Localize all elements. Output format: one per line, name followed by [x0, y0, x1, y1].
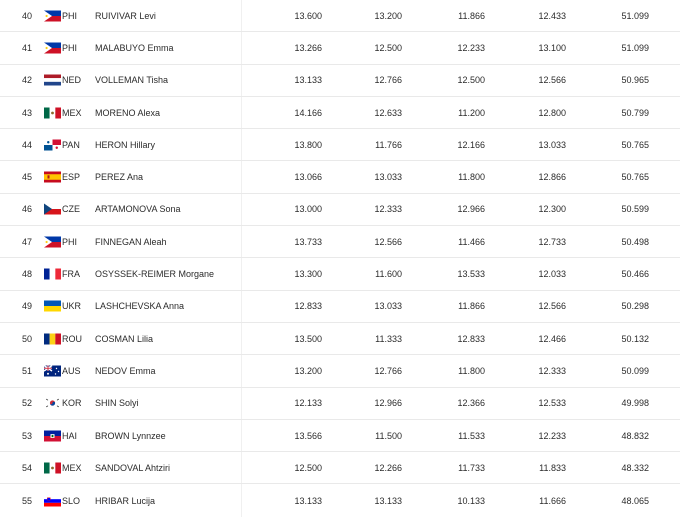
- fra-flag-icon: [44, 269, 61, 280]
- athlete-name: COSMAN Lilia: [95, 333, 154, 344]
- score-cell: 13.033: [374, 301, 402, 312]
- athlete-name: MORENO Alexa: [95, 107, 161, 118]
- total-score: 50.765: [621, 139, 649, 150]
- total-score: 50.498: [621, 236, 649, 247]
- athlete-name: OSYSSEK-REIMER Morgane: [95, 269, 215, 280]
- score-cell: 12.500: [457, 75, 485, 86]
- total-score: 50.132: [621, 333, 649, 344]
- score-cell: 13.566: [294, 430, 322, 441]
- table-row[interactable]: [0, 226, 680, 258]
- score-cell: 12.366: [457, 398, 485, 409]
- score-cell: 12.966: [457, 204, 485, 215]
- score-cell: 11.533: [458, 430, 485, 441]
- score-cell: 12.733: [538, 236, 566, 247]
- score-cell: 12.433: [538, 10, 566, 21]
- nation-code: KOR: [62, 398, 82, 409]
- pan-flag-icon: [44, 139, 61, 150]
- score-cell: 13.133: [294, 75, 322, 86]
- aus-flag-icon: [44, 365, 61, 376]
- score-cell: 12.133: [294, 398, 322, 409]
- table-row[interactable]: [0, 65, 680, 97]
- total-score: 51.099: [621, 10, 649, 21]
- score-cell: 12.233: [457, 42, 485, 53]
- score-cell: 13.066: [294, 172, 322, 183]
- score-cell: 12.333: [374, 204, 402, 215]
- total-score: 48.332: [621, 462, 649, 473]
- total-score: 49.998: [621, 398, 649, 409]
- athlete-name: NEDOV Emma: [95, 365, 156, 376]
- rank-cell: 53: [21, 430, 32, 441]
- total-score: 50.799: [621, 107, 649, 118]
- score-cell: 13.500: [294, 333, 322, 344]
- nation-code: UKR: [62, 301, 82, 312]
- phi-flag-icon: [44, 10, 61, 21]
- score-cell: 11.833: [539, 462, 566, 473]
- table-row[interactable]: [0, 355, 680, 387]
- score-cell: 13.733: [294, 236, 322, 247]
- nation-code: HAI: [62, 430, 78, 441]
- score-cell: 12.566: [374, 236, 402, 247]
- cze-flag-icon: [44, 204, 61, 215]
- phi-flag-icon: [44, 236, 61, 247]
- nation-code: NED: [62, 75, 82, 86]
- score-cell: 11.666: [539, 495, 566, 506]
- slo-flag-icon: [44, 495, 61, 506]
- score-cell: 12.766: [374, 365, 402, 376]
- nation-code: SLO: [62, 495, 81, 506]
- athlete-name: FINNEGAN Aleah: [95, 236, 167, 247]
- table-row[interactable]: [0, 484, 680, 516]
- score-cell: 13.533: [457, 269, 485, 280]
- total-score: 50.599: [621, 204, 649, 215]
- score-cell: 11.866: [458, 10, 485, 21]
- rank-cell: 49: [21, 301, 32, 312]
- score-cell: 12.266: [374, 462, 402, 473]
- table-row[interactable]: [0, 129, 680, 161]
- nation-code: ROU: [62, 333, 82, 344]
- rank-cell: 52: [21, 398, 32, 409]
- score-cell: 11.200: [458, 107, 485, 118]
- table-row[interactable]: [0, 452, 680, 484]
- total-score: 50.965: [621, 75, 649, 86]
- score-cell: 12.766: [374, 75, 402, 86]
- athlete-name: ARTAMONOVA Sona: [95, 204, 181, 215]
- score-cell: 12.300: [538, 204, 566, 215]
- rank-cell: 45: [21, 172, 32, 183]
- phi-flag-icon: [44, 42, 61, 53]
- mex-flag-icon: [44, 462, 61, 473]
- table-row[interactable]: [0, 323, 680, 355]
- score-cell: 13.266: [294, 42, 322, 53]
- total-score: 51.099: [621, 42, 649, 53]
- rank-cell: 55: [21, 495, 32, 506]
- score-cell: 12.500: [374, 42, 402, 53]
- score-cell: 11.466: [458, 236, 485, 247]
- total-score: 50.765: [621, 172, 649, 183]
- score-cell: 10.133: [457, 495, 485, 506]
- rank-cell: 41: [21, 42, 32, 53]
- score-cell: 12.333: [538, 365, 566, 376]
- table-row[interactable]: [0, 258, 680, 290]
- score-cell: 11.766: [375, 139, 402, 150]
- rank-cell: 51: [21, 365, 32, 376]
- score-cell: 12.533: [538, 398, 566, 409]
- score-cell: 13.133: [374, 495, 402, 506]
- athlete-name: SHIN Solyi: [95, 398, 139, 409]
- nation-code: FRA: [62, 269, 80, 280]
- score-cell: 12.466: [538, 333, 566, 344]
- score-cell: 13.800: [294, 139, 322, 150]
- rank-cell: 40: [21, 10, 32, 21]
- score-cell: 11.800: [458, 365, 485, 376]
- score-cell: 12.833: [457, 333, 485, 344]
- score-cell: 11.600: [375, 269, 402, 280]
- table-row[interactable]: [0, 0, 680, 32]
- score-cell: 12.500: [294, 462, 322, 473]
- score-cell: 11.333: [375, 333, 402, 344]
- athlete-name: BROWN Lynnzee: [95, 430, 166, 441]
- score-cell: 12.633: [374, 107, 402, 118]
- total-score: 50.298: [621, 301, 649, 312]
- rank-cell: 47: [21, 236, 32, 247]
- total-score: 50.466: [621, 269, 649, 280]
- nation-code: PHI: [62, 42, 78, 53]
- rank-cell: 54: [21, 462, 32, 473]
- table-row[interactable]: [0, 194, 680, 226]
- score-cell: 12.566: [538, 301, 566, 312]
- rank-cell: 42: [21, 75, 32, 86]
- score-cell: 12.233: [538, 430, 566, 441]
- total-score: 48.065: [621, 495, 649, 506]
- rank-cell: 48: [21, 269, 32, 280]
- table-row[interactable]: [0, 32, 680, 64]
- table-row[interactable]: [0, 97, 680, 129]
- athlete-name: MALABUYO Emma: [95, 42, 174, 53]
- score-cell: 12.033: [538, 269, 566, 280]
- score-cell: 12.866: [538, 172, 566, 183]
- score-cell: 11.733: [458, 462, 485, 473]
- score-cell: 13.133: [294, 495, 322, 506]
- table-row[interactable]: [0, 161, 680, 193]
- athlete-name: HERON Hillary: [95, 139, 156, 150]
- score-cell: 13.100: [538, 42, 566, 53]
- score-cell: 13.033: [538, 139, 566, 150]
- total-score: 50.099: [621, 365, 649, 376]
- nation-code: CZE: [62, 204, 80, 215]
- score-cell: 14.166: [294, 107, 322, 118]
- rank-cell: 44: [21, 139, 32, 150]
- athlete-name: PEREZ Ana: [95, 172, 144, 183]
- score-cell: 13.000: [294, 204, 322, 215]
- esp-flag-icon: [44, 172, 61, 183]
- total-score: 48.832: [621, 430, 649, 441]
- table-row[interactable]: [0, 291, 680, 323]
- score-cell: 12.833: [294, 301, 322, 312]
- athlete-name: RUIVIVAR Levi: [95, 10, 156, 21]
- nation-code: MEX: [62, 462, 82, 473]
- nation-code: ESP: [62, 172, 81, 183]
- score-cell: 11.866: [458, 301, 485, 312]
- rank-cell: 46: [21, 204, 32, 215]
- nation-code: PAN: [62, 139, 80, 150]
- rou-flag-icon: [44, 333, 61, 344]
- athlete-name: SANDOVAL Ahtziri: [95, 462, 171, 473]
- nation-code: PHI: [62, 236, 78, 247]
- athlete-name: LASHCHEVSKA Anna: [95, 301, 185, 312]
- score-cell: 13.200: [374, 10, 402, 21]
- table-row[interactable]: [0, 388, 680, 420]
- score-cell: 11.800: [458, 172, 485, 183]
- ukr-flag-icon: [44, 301, 61, 312]
- rank-cell: 50: [21, 333, 32, 344]
- score-cell: 12.800: [538, 107, 566, 118]
- athlete-name: HRIBAR Lucija: [95, 495, 156, 506]
- score-cell: 13.200: [294, 365, 322, 376]
- score-cell: 11.500: [375, 430, 402, 441]
- ned-flag-icon: [44, 75, 61, 86]
- score-cell: 13.300: [294, 269, 322, 280]
- nation-code: AUS: [62, 365, 81, 376]
- score-cell: 12.166: [457, 139, 485, 150]
- score-cell: 13.033: [374, 172, 402, 183]
- score-cell: 12.566: [538, 75, 566, 86]
- hai-flag-icon: [44, 430, 61, 441]
- rank-cell: 43: [21, 107, 32, 118]
- score-cell: 13.600: [294, 10, 322, 21]
- table-row[interactable]: [0, 420, 680, 452]
- nation-code: PHI: [62, 10, 78, 21]
- mex-flag-icon: [44, 107, 61, 118]
- score-cell: 12.966: [374, 398, 402, 409]
- athlete-name: VOLLEMAN Tisha: [95, 75, 169, 86]
- nation-code: MEX: [62, 107, 82, 118]
- kor-flag-icon: [44, 398, 61, 409]
